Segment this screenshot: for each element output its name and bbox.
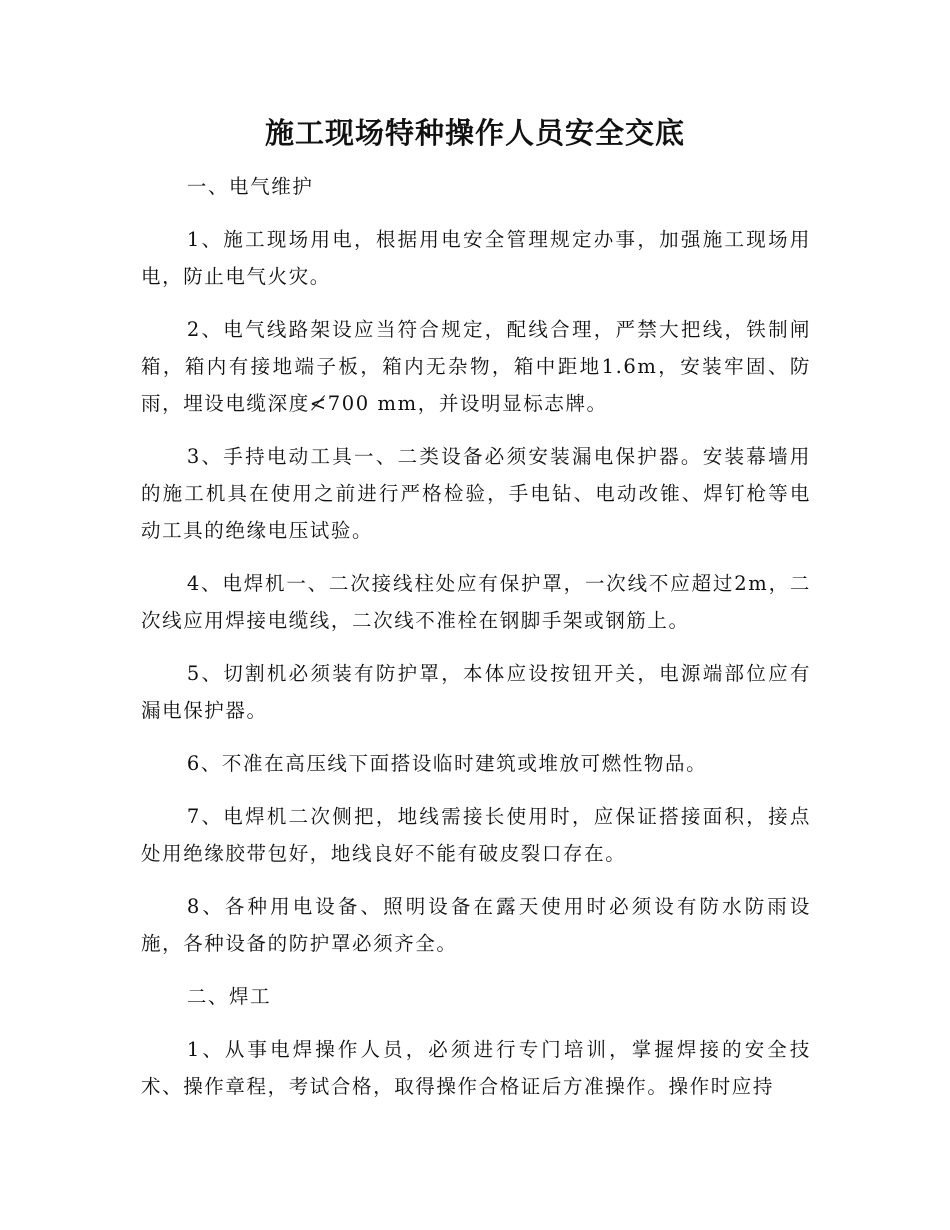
paragraph: 8、各种用电设备、照明设备在露天使用时必须设有防水防雨设施，各种设备的防护罩必须齐全。 — [141, 895, 811, 955]
paragraph: 6、不准在高压线下面搭设临时建筑或堆放可燃性物品。 — [186, 752, 708, 775]
section-heading: 一、电气维护 — [186, 175, 314, 198]
paragraph: 1、施工现场用电，根据用电安全管理规定办事，加强施工现场用电，防止电气火灾。 — [141, 228, 811, 288]
section-welder — [141, 978, 811, 1105]
paragraph: 5、切割机必须装有防护罩，本体应设按钮开关，电源端部位应有漏电保护器。 — [141, 662, 811, 722]
paragraph: 4、电焊机一、二次接线柱处应有保护罩，一次线不应超过2m，二次线应用焊接电缆线，二次线不准栓在钢脚手架或钢筋上。 — [141, 572, 811, 632]
document-title: 施工现场特种操作人员安全交底 — [264, 116, 685, 150]
paragraph: 3、手持电动工具一、二类设备必须安装漏电保护器。安装幕墙用的施工机具在使用之前进行严格检验，手电钻、电动改锥、焊钉枪等电动工具的绝缘电压试验。 — [141, 445, 811, 542]
paragraph: 7、电焊机二次侧把，地线需接长使用时，应保证搭接面积，接点处用绝缘胶带包好，地线良好不能有破皮裂口存在。 — [141, 805, 811, 865]
document-body — [141, 168, 811, 1121]
section-electrical-maintenance — [141, 168, 811, 962]
paragraph: 2、电气线路架设应当符合规定，配线合理，严禁大把线，铁制闸箱，箱内有接地端子板，箱内无杂物，箱中距地1.6m，安装牢固、防雨，埋设电缆深度≮700 mm，并设明显标志牌。 — [141, 318, 811, 415]
paragraph: 1、从事电焊操作人员，必须进行专门培训，掌握焊接的安全技术、操作章程，考试合格，取得操作合格证后方准操作。操作时应持 — [141, 1038, 811, 1098]
section-heading: 二、焊工 — [186, 985, 272, 1008]
